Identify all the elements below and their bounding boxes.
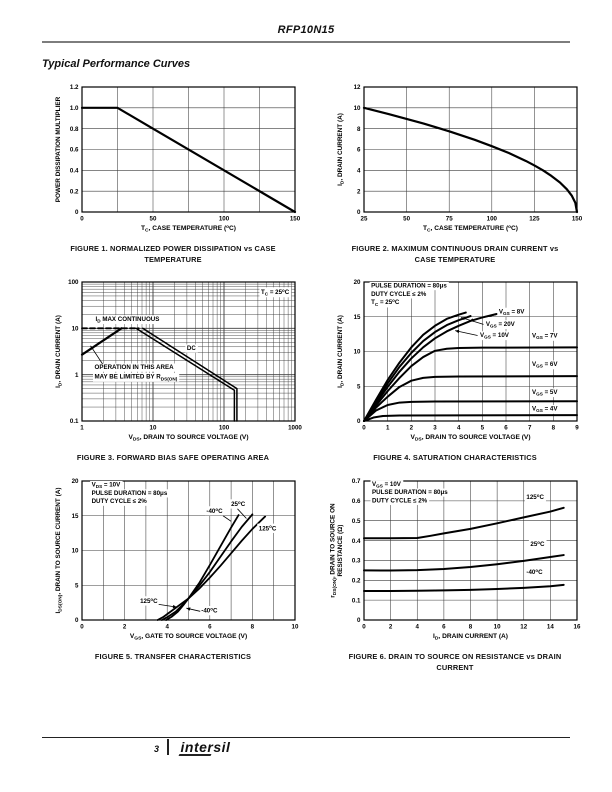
svg-text:10: 10: [291, 623, 299, 631]
svg-text:PULSE DURATION = 80μs: PULSE DURATION = 80μs: [371, 489, 448, 497]
figure-2-chart: [324, 80, 586, 238]
svg-text:4: 4: [456, 424, 461, 432]
svg-text:VGS, GATE TO SOURCE VOLTAGE (V: $V_{GS}$, GATE TO SOURCE VOLTAGE (V): [129, 633, 248, 642]
svg-text:TC = 25oC: $T_C = 25^oC$: [371, 298, 400, 308]
svg-text:5: 5: [480, 424, 485, 432]
figure-4-chart: [324, 275, 586, 447]
svg-text:4: 4: [415, 623, 419, 631]
figure-5-chart: [42, 474, 304, 646]
svg-text:VGS = 20V: $V_{GS} = 20V$: [485, 321, 515, 329]
figure-6-caption: FIGURE 6. DRAIN TO SOURCE ON RESISTANCE vs DRAIN CURRENT: [348, 652, 562, 672]
svg-text:150: 150: [289, 215, 301, 223]
svg-text:0: 0: [80, 623, 84, 631]
svg-text:PULSE DURATION = 80μs: PULSE DURATION = 80μs: [91, 490, 168, 498]
svg-text:1: 1: [385, 424, 390, 432]
svg-text:100: 100: [218, 424, 230, 432]
figure-2: [324, 80, 586, 265]
figure-4: [324, 275, 586, 464]
svg-text:5: 5: [75, 582, 79, 590]
figure-3-caption: FIGURE 3. FORWARD BIAS SAFE OPERATING AREA: [76, 453, 270, 463]
footer-divider: [167, 739, 169, 755]
svg-text:50: 50: [403, 215, 411, 223]
svg-text:VGS = 6V: $V_{GS} = 6V$: [532, 361, 558, 370]
figure-6: [324, 474, 586, 673]
svg-text:1: 1: [75, 372, 79, 380]
svg-text:125oC: 125$^o$C: [526, 492, 544, 502]
svg-text:ID, DRAIN CURRENT (A): $I_D$, DRAIN CURRENT (A): [337, 113, 346, 186]
svg-text:8: 8: [357, 125, 361, 133]
svg-text:DUTY CYCLE ≤ 2%: DUTY CYCLE ≤ 2%: [371, 497, 428, 505]
page-number: 3: [154, 743, 160, 754]
intersil-logo: intersil: [180, 739, 231, 755]
svg-text:0: 0: [75, 209, 79, 217]
svg-text:ID MAX CONTINUOUS: $I_D$ MAX CONTINUOUS: [95, 316, 160, 324]
footer-rule: [42, 737, 570, 738]
svg-text:0: 0: [75, 617, 79, 625]
svg-text:0: 0: [362, 424, 366, 432]
svg-text:VGS = 8V: $V_{GS} = 8V$: [498, 308, 525, 317]
svg-text:6: 6: [442, 623, 446, 631]
svg-text:0: 0: [362, 623, 366, 631]
svg-text:rDS(ON), DRAIN TO SOURCE ON: $r_{DS(ON)}$, DRAIN TO SOURCE ON: [329, 503, 339, 598]
figure-3-chart: [42, 275, 304, 447]
svg-text:100: 100: [68, 279, 79, 287]
svg-text:ID, DRAIN CURRENT (A): $I_D$, DRAIN CURRENT (A): [55, 315, 64, 389]
svg-text:DC: DC: [186, 345, 196, 353]
svg-text:125oC: 125$^o$C: [140, 597, 158, 606]
svg-text:16: 16: [573, 623, 581, 631]
svg-text:7: 7: [527, 424, 532, 432]
svg-text:0: 0: [80, 215, 84, 223]
svg-text:6: 6: [357, 146, 361, 154]
svg-text:0.3: 0.3: [351, 557, 361, 565]
section-title: Typical Performance Curves: [42, 58, 191, 70]
svg-text:POWER DISSIPATION MULTIPLIER: POWER DISSIPATION MULTIPLIER: [55, 96, 62, 203]
svg-text:2: 2: [357, 188, 361, 196]
svg-text:PULSE DURATION = 80μs: PULSE DURATION = 80μs: [371, 283, 447, 291]
svg-text:2: 2: [122, 623, 127, 631]
svg-text:100: 100: [486, 215, 497, 223]
svg-text:VGS = 5V: $V_{GS} = 5V$: [532, 389, 558, 397]
svg-text:-40oC: -40$^o$C: [206, 507, 223, 516]
svg-text:-40oC: -40$^o$C: [201, 606, 218, 615]
svg-text:1000: 1000: [288, 424, 302, 432]
svg-text:ID, DRAIN CURRENT (A): $I_D$, DRAIN CURRENT (A): [432, 633, 509, 642]
header-rule: [42, 41, 570, 43]
svg-text:TC, CASE TEMPERATURE (oC): $T_C$, CASE TEMPERATURE ($^o$C): [422, 224, 519, 234]
svg-text:TC = 25oC: $T_C = 25^oC$: [260, 288, 290, 298]
svg-text:1.0: 1.0: [69, 105, 79, 113]
svg-text:0.5: 0.5: [351, 518, 361, 526]
svg-text:4: 4: [357, 167, 361, 175]
svg-text:RESISTANCE (Ω): RESISTANCE (Ω): [337, 524, 344, 577]
svg-text:VDS, DRAIN TO SOURCE VOLTAGE (: $V_{DS}$, DRAIN TO SOURCE VOLTAGE (V): [128, 434, 249, 444]
svg-text:125oC: 125$^o$C: [258, 524, 277, 533]
svg-text:0: 0: [357, 617, 361, 625]
svg-text:75: 75: [445, 215, 453, 223]
figure-1-chart: [42, 80, 304, 238]
svg-text:12: 12: [353, 84, 361, 92]
svg-text:25oC: 25$^o$C: [231, 500, 246, 509]
svg-text:2: 2: [409, 424, 414, 432]
svg-text:0.2: 0.2: [351, 577, 361, 585]
svg-text:0: 0: [357, 209, 361, 217]
svg-text:OPERATION IN THIS AREA: OPERATION IN THIS AREA: [94, 364, 174, 372]
svg-text:100: 100: [218, 215, 230, 223]
svg-text:20: 20: [71, 478, 79, 486]
svg-text:10: 10: [149, 424, 157, 432]
svg-text:0.6: 0.6: [69, 146, 79, 154]
svg-text:50: 50: [149, 215, 157, 223]
footer-row: [154, 740, 570, 757]
svg-text:0.1: 0.1: [69, 418, 79, 426]
svg-text:IDS(ON), DRAIN TO SOURCE CURRE: $I_{DS(ON)}$, DRAIN TO SOURCE CURRENT (A): [55, 487, 64, 614]
figure-3: [42, 275, 304, 464]
svg-text:1: 1: [80, 424, 84, 432]
svg-text:0.4: 0.4: [69, 167, 79, 175]
svg-text:10: 10: [353, 105, 361, 113]
svg-text:25oC: 25$^o$C: [530, 540, 545, 549]
doc-title: RFP10N15: [277, 24, 335, 36]
svg-text:150: 150: [571, 215, 583, 223]
figure-5: [42, 474, 304, 673]
svg-text:125: 125: [529, 215, 540, 223]
svg-text:0: 0: [357, 418, 361, 426]
figure-1: [42, 80, 304, 265]
svg-text:15: 15: [71, 513, 79, 521]
svg-text:8: 8: [468, 623, 473, 631]
svg-text:-40oC: -40$^o$C: [526, 568, 543, 577]
svg-text:VGS = 10V: $V_{GS} = 10V$: [371, 480, 401, 489]
svg-text:10: 10: [353, 349, 361, 357]
svg-text:14: 14: [546, 623, 554, 631]
svg-text:25: 25: [360, 215, 368, 223]
svg-text:10: 10: [493, 623, 501, 631]
figure-1-caption: FIGURE 1. NORMALIZED POWER DISSIPATION vs CASE TEMPERATURE: [70, 244, 276, 264]
svg-text:0.2: 0.2: [69, 188, 79, 196]
svg-text:20: 20: [353, 279, 361, 287]
page-footer: [42, 737, 570, 757]
charts-grid: [42, 80, 583, 674]
svg-text:VGS = 10V: $V_{GS} = 10V$: [479, 332, 509, 340]
svg-text:VDS = 10V: $V_{DS} = 10V$: [91, 481, 121, 490]
svg-text:12: 12: [520, 623, 528, 631]
svg-text:6: 6: [208, 623, 212, 631]
svg-text:10: 10: [71, 547, 79, 555]
svg-text:6: 6: [504, 424, 508, 432]
svg-text:1.2: 1.2: [69, 84, 79, 92]
svg-text:8: 8: [551, 424, 556, 432]
svg-text:DUTY CYCLE ≤ 2%: DUTY CYCLE ≤ 2%: [91, 498, 147, 506]
svg-text:MAY BE LIMITED BY RDS(ON): MAY BE LIMITED BY $R_{DS(ON)}$: [94, 374, 178, 382]
figure-5-caption: FIGURE 5. TRANSFER CHARACTERISTICS: [94, 652, 252, 662]
svg-text:0.4: 0.4: [351, 537, 361, 545]
svg-text:DUTY CYCLE ≤ 2%: DUTY CYCLE ≤ 2%: [371, 291, 427, 299]
figure-6-chart: [324, 474, 586, 646]
figure-2-caption: FIGURE 2. MAXIMUM CONTINUOUS DRAIN CURRENT vs CASE TEMPERATURE: [351, 244, 559, 264]
svg-text:0.7: 0.7: [351, 478, 361, 486]
svg-text:0.1: 0.1: [351, 597, 361, 605]
figure-4-caption: FIGURE 4. SATURATION CHARACTERISTICS: [373, 453, 537, 463]
svg-text:0.6: 0.6: [351, 498, 361, 506]
svg-text:ID, DRAIN CURRENT (A): $I_D$, DRAIN CURRENT (A): [337, 315, 346, 389]
svg-text:VGS = 7V: $V_{GS} = 7V$: [532, 333, 558, 341]
svg-text:9: 9: [575, 424, 579, 432]
svg-text:TC, CASE TEMPERATURE (oC): $T_C$, CASE TEMPERATURE ($^o$C): [140, 224, 237, 234]
svg-text:3: 3: [433, 424, 437, 432]
svg-text:10: 10: [71, 325, 79, 333]
svg-text:2: 2: [388, 623, 393, 631]
svg-text:VGS = 4V: $V_{GS} = 4V$: [532, 406, 558, 414]
svg-text:5: 5: [357, 383, 361, 391]
svg-text:0.8: 0.8: [69, 125, 79, 133]
svg-text:8: 8: [250, 623, 255, 631]
svg-text:VDS, DRAIN TO SOURCE VOLTAGE (: $V_{DS}$, DRAIN TO SOURCE VOLTAGE (V): [410, 434, 531, 444]
svg-text:15: 15: [353, 314, 361, 322]
svg-text:4: 4: [165, 623, 169, 631]
